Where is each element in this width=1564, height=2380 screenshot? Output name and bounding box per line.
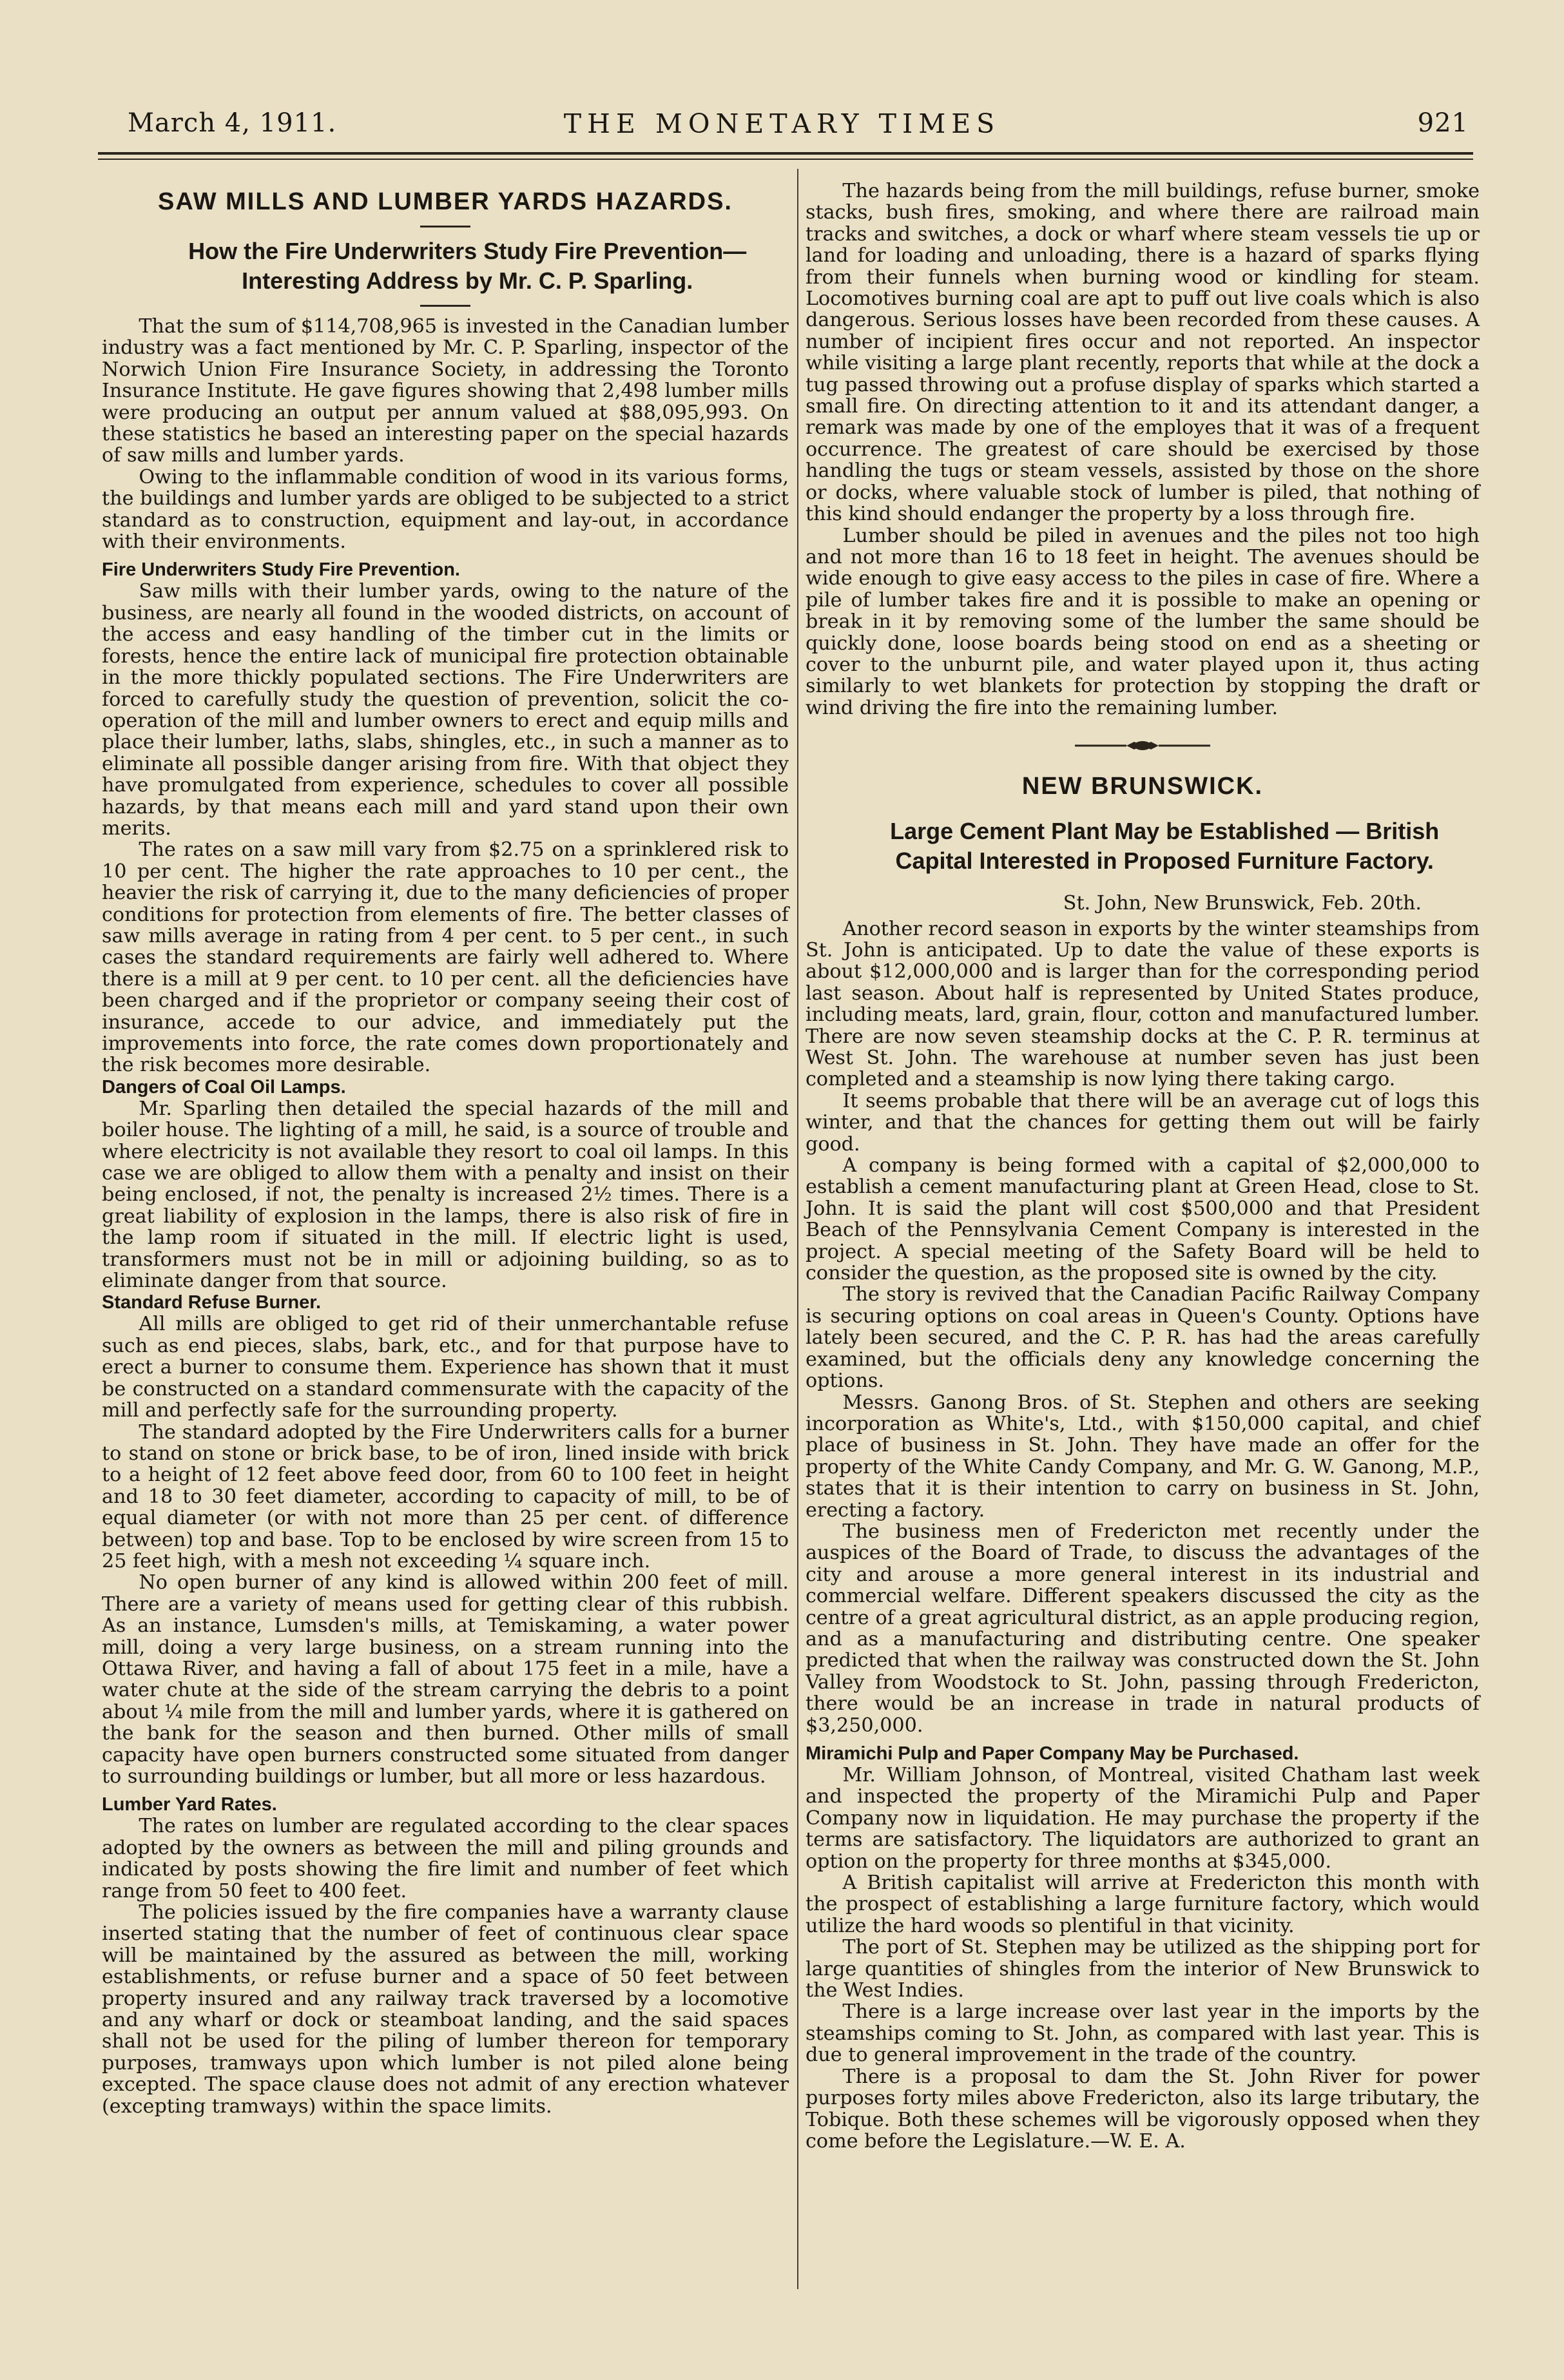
paragraph: That the sum of $114,708,965 is invested in the Canadian lumber industry was a fact mentioned by Mr. C. P. Sparling, inspector of the Norwich Union Fire Insurance Society, in addressing the Toronto Insurance Institute. He gave figures showing that 2,498 lumber mills were producing an output per annum valued at $88,095,993. On these statistics he based an interesting paper on the special hazards of saw mills and lumber yards. bbox=[102, 315, 789, 467]
paragraph: Mr. Sparling then detailed the special hazards of the mill and boiler house. The lighting of a mill, he said, is a source of trouble and where electricity is not available they resort to coal oil lamps. In this case we are obliged to allow them with a penalty and insist on their being enclosed, if not, the penalty is increased 2½ times. There is a great liability of explosion in the lamps, there is also risk of fire in the lamp room if situated in the mill. If electric light is used, transformers must not be in mill or adjoining building, so as to eliminate danger from that source. bbox=[102, 1097, 789, 1293]
article-subtitle: How the Fire Underwriters Study Fire Prevention— bbox=[188, 238, 747, 264]
paragraph: Another record season in exports by the winter steamships from St. John is anticipated. Up to date the value of these exports is about $12,000,000 and is larger than for the corresponding period last season. About half is represented by United States produce, including meats, lard, grain, flour, cotton and manufactured lumber. There are now seven steamship docks at the C. P. R. terminus at West St. John. The warehouse at number seven has just been completed and a steamship is now lying there taking cargo. bbox=[806, 917, 1480, 1091]
column-divider bbox=[797, 169, 798, 2289]
paragraph: Owing to the inflammable condition of wood in its various forms, the buildings and lumber yards are obliged to be subjected to a strict standard as to construction, equipment and lay-out, in accordance with their environments. bbox=[102, 465, 789, 554]
section-heading: Dangers of Coal Oil Lamps. bbox=[102, 1076, 346, 1098]
publication-title: THE MONETARY TIMES bbox=[563, 108, 1001, 139]
page-number: 921 bbox=[1417, 108, 1469, 138]
paragraph: Saw mills with their lumber yards, owing to the nature of the business, are nearly all found in the wooded districts, on account of the access and easy handling of the timber cut in the limits or forests, hence the entire lack of municipal fire protection obtainable in the more thickly populated sections. The Fire Underwriters are forced to carefully study the question of prevention, solicit the co-operation of the mill and lumber owners to erect and equip mills and place their lumber, laths, slabs, shingles, etc., in such a manner as to eliminate all possible danger arising from fire. With that object they have promulgated from experience, schedules to cover all possible hazards, by that means each mill and yard stand upon their own merits. bbox=[102, 580, 789, 840]
paragraph: No open burner of any kind is allowed within 200 feet of mill. There are a variety of means used for getting clear of this rubbish. As an instance, Lumsden's mills, at Temiskaming, a water power mill, doing a very large business, on a stream running into the Ottawa River, and having a fall of about 175 feet in a mile, have a water chute at the side of the stream carrying the debris to a point about ¼ mile from the mill and lumber yards, where it is gathered on the bank for the season and then burned. Other mills of small capacity have open burners constructed some situated from danger to surrounding buildings or lumber, but all more or less hazardous. bbox=[102, 1571, 789, 1788]
paragraph: A British capitalist will arrive at Fredericton this month with the prospect of establishing a large furniture factory, which would utilize the hard woods so plentiful in that vicinity. bbox=[806, 1872, 1480, 1937]
paragraph: A company is being formed with a capital of $2,000,000 to establish a cement manufacturing plant at Green Head, close to St. John. It is said the plant will cost $500,000 and that President Beach of the Pennsylvania Cement Company is interested in the project. A special meeting of the Safety Board will be held to consider the question, as the proposed site is owned by the city. bbox=[806, 1154, 1480, 1285]
issue-date: March 4, 1911. bbox=[128, 108, 337, 138]
paragraph: Mr. William Johnson, of Montreal, visited Chatham last week and inspected the property of the Miramichi Pulp and Paper Company now in liquidation. He may purchase the property if the terms are satisfactory. The liquidators are authorized to grant an option on the property for three months at $345,000. bbox=[806, 1764, 1480, 1873]
paragraph: The story is revived that the Canadian Pacific Railway Company is securing options on coal areas in Queen's County. Options have lately been secured, and the C. P. R. has had the areas carefully examined, but the officials deny any knowledge concerning the options. bbox=[806, 1283, 1480, 1393]
subtitle-rule bbox=[420, 305, 470, 307]
title-rule bbox=[420, 226, 470, 227]
paragraph: The rates on a saw mill vary from $2.75 on a sprinklered risk to 10 per cent. The higher the rate approaches to 10 per cent., the heavier the risk of carrying it, due to the many deficiencies of proper conditions for protection from elements of fire. The better classes of saw mills average in rating from 4 per cent. to 5 per cent., in such cases the standard requirements are fairly well adhered to. Where there is a mill at 9 per cent. to 10 per cent. all the deficiencies have been charged and if the proprietor or company seeing their cost of insurance, accede to our advice, and immediately put the improvements into force, the rate comes down proportionately and the risk becomes more desirable. bbox=[102, 838, 789, 1077]
section-heading: Lumber Yard Rates. bbox=[102, 1794, 277, 1815]
article-title: NEW BRUNSWICK. bbox=[1021, 773, 1264, 800]
paragraph: There is a large increase over last year in the imports by the steamships coming to St. John, as compared with last year. This is due to general improvement in the trade of the country. bbox=[806, 2000, 1480, 2067]
paragraph: The hazards being from the mill buildings, refuse burner, smoke stacks, bush fires, smoking, and where there are railroad main tracks and switches, a dock or wharf where steam vessels tie up or land for loading and unloading, there is a hazard of sparks flying from their funnels when burning wood or kindling for steam. Locomotives burning coal are apt to puff out live coals which is also dangerous. Serious losses have been recorded from these causes. A number of incipient fires occur and not reported. An inspector while visiting a large plant recently, reports that while at the dock a tug passed throwing out a profuse display of sparks which started a small fire. On directing attention to it and its attendant danger, a remark was made by one of the employes that it was of a frequent occurrence. The greatest of care should be exercised by those handling the tugs or steam vessels, assisted by those on the shore or docks, where valuable stock of lumber is piled, that nothing of this kind should endanger the property by a loss through fire. bbox=[806, 180, 1480, 526]
paragraph: It seems probable that there will be an average cut of logs this winter, and that the chances for getting them out will be fairly good. bbox=[806, 1089, 1480, 1156]
paragraph: The policies issued by the fire companies have a warranty clause inserted stating that the number of feet of continuous clear space will be maintained by the assured as between the mill, working establishments, or refuse burner and a space of 50 feet between property insured and any railway track traversed by a locomotive and any wharf or dock or steamboat landing, and the said spaces shall not be used for the piling of lumber thereon for temporary purposes, tramways upon which lumber is not piled alone being excepted. The space clause does not admit of any erection whatever (excepting tramways) within the space limits. bbox=[102, 1901, 789, 2118]
paragraph: Messrs. Ganong Bros. of St. Stephen and others are seeking incorporation as White's, Ltd., with $150,000 capital, and chief place of business in St. John. They have made an offer for the property of the White Candy Company, and Mr. G. W. Ganong, M.P., states that it is their intention to carry on business in St. John, erecting a factory. bbox=[806, 1391, 1480, 1522]
section-ornament bbox=[1075, 739, 1210, 752]
right-column bbox=[806, 180, 1480, 2152]
dateline: St. John, New Brunswick, Feb. 20th. bbox=[1063, 892, 1422, 915]
paragraph: The rates on lumber are regulated according to the clear spaces adopted by the owners as between the mill and piling grounds and indicated by posts showing the fire limit and number of feet which range from 50 feet to 400 feet. bbox=[102, 1815, 789, 1902]
header-rule-thin bbox=[98, 159, 1473, 160]
paragraph: The business men of Fredericton met recently under the auspices of the Board of Trade, to discuss the advantages of the city and arouse a more general interest in its industrial and commercial welfare. Different speakers discussed the city as the centre of a great agricultural district, as an apple producing region, and as a manufacturing and distributing centre. One speaker predicted that when the railway was constructed down the St. John Valley from Woodstock to St. John, passing through Fredericton, there would be an increase in trade in natural products of $3,250,000. bbox=[806, 1520, 1480, 1737]
article-title: SAW MILLS AND LUMBER YARDS HAZARDS. bbox=[158, 188, 733, 215]
paragraph: There is a proposal to dam the St. John River for power purposes forty miles above Fredericton, also its large tributary, the Tobique. Both these schemes will be vigorously opposed when they come before the Legislature.—W. E. A. bbox=[806, 2065, 1480, 2153]
paragraph: All mills are obliged to get rid of their unmerchantable refuse such as end pieces, slabs, bark, etc., and for that purpose have to erect a burner to consume them. Experience has shown that it must be constructed on a standard commensurate with the capacity of the mill and perfectly safe for the surrounding property. bbox=[102, 1313, 789, 1422]
header-rule-thick bbox=[98, 152, 1473, 155]
article-subtitle: Interesting Address by Mr. C. P. Sparling. bbox=[242, 267, 693, 294]
paragraph: The port of St. Stephen may be utilized as the shipping port for large quantities of shingles from the interior of New Brunswick to the West Indies. bbox=[806, 1936, 1480, 2002]
paragraph: Lumber should be piled in avenues and the piles not too high and not more than 16 to 18 feet in height. The avenues should be wide enough to give easy access to the piles in case of fire. Where a pile of lumber takes fire and it is possible to make an opening or break in it by removing some of the lumber the same should be quickly done, loose boards being stood on end as a sheeting or cover to the unburnt pile, and water played upon it, thus acting similarly to wet blankets for protection by stopping the draft or wind driving the fire into the remaining lumber. bbox=[806, 524, 1480, 719]
section-heading: Miramichi Pulp and Paper Company May be Purchased. bbox=[806, 1743, 1299, 1764]
section-heading: Standard Refuse Burner. bbox=[102, 1292, 322, 1313]
article-subtitle: Large Cement Plant May be Established — British bbox=[890, 818, 1440, 845]
article-subtitle: Capital Interested in Proposed Furniture Factory. bbox=[895, 847, 1434, 875]
section-heading: Fire Underwriters Study Fire Prevention. bbox=[102, 559, 460, 581]
paragraph: The standard adopted by the Fire Underwriters calls for a burner to stand on stone or brick base, to be of iron, lined inside with brick to a height of 12 feet above feed door, from 60 to 100 feet in height and 18 to 30 feet diameter, according to capacity of mill, to be of equal diameter (or with not more than 25 per cent. of difference between) top and base. Top to be enclosed by wire screen from 15 to 25 feet high, with a mesh not exceeding ¼ square inch. bbox=[102, 1420, 789, 1572]
left-column bbox=[102, 175, 789, 2117]
